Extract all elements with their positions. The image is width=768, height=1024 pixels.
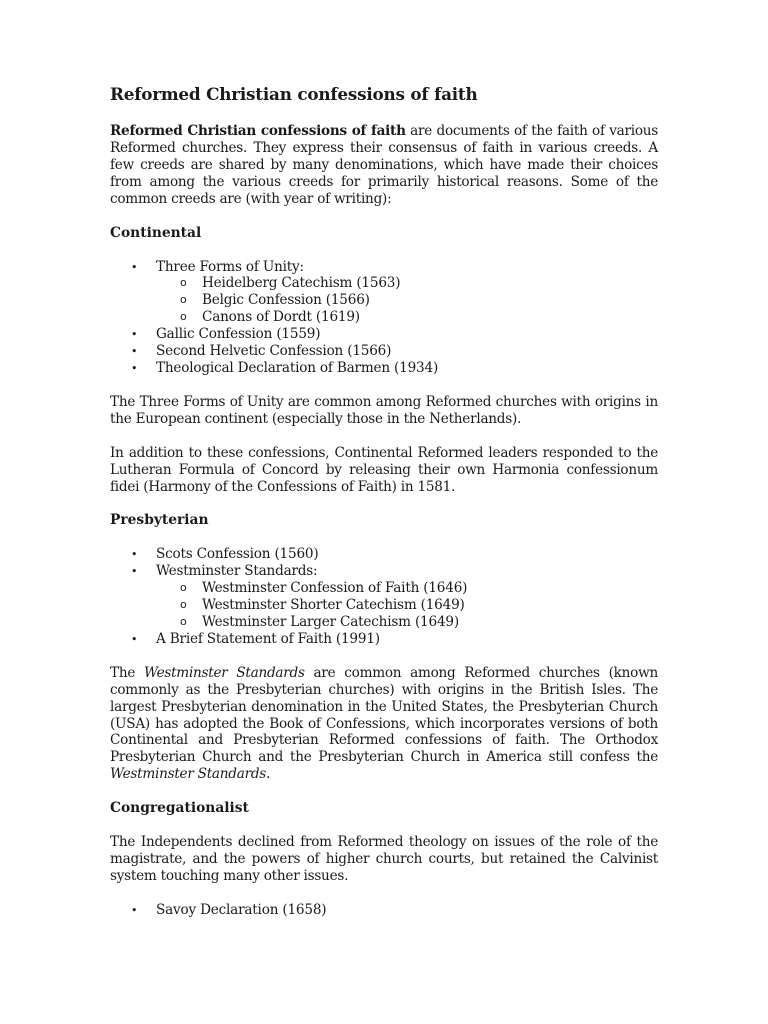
- list-item: [110, 631, 658, 648]
- list-item: [110, 343, 658, 360]
- list-item-label: Theological Declaration of Barmen (1934): [156, 359, 439, 376]
- bullet-icon: •: [131, 903, 138, 917]
- list-item: [110, 563, 658, 631]
- circle-bullet-icon: o: [180, 581, 187, 595]
- text-run: .: [266, 766, 271, 783]
- bullet-icon: •: [131, 328, 138, 342]
- bullet-icon: •: [131, 548, 138, 562]
- list-item-label: Second Helvetic Confession (1566): [156, 343, 392, 360]
- circle-bullet-icon: o: [180, 276, 187, 290]
- bullet-icon: •: [131, 361, 138, 375]
- congregationalist-paragraph: The Independents declined from Reformed theology on issues of the role of the magistrate, and the powers of higher church courts, but retained the Calvinist system touching many other issues.: [110, 834, 658, 884]
- sub-list-item-label: Westminster Shorter Catechism (1649): [202, 597, 465, 614]
- continental-list: [110, 259, 658, 377]
- list-item-label: Three Forms of Unity:: [156, 258, 304, 275]
- three-forms-sublist: [156, 275, 658, 326]
- sub-list-item: [156, 275, 658, 292]
- heading-continental: Continental: [110, 224, 202, 241]
- sub-list-item-label: Westminster Confession of Faith (1646): [202, 580, 468, 597]
- presbyterian-paragraph: [110, 665, 658, 783]
- text-run: The: [110, 664, 144, 681]
- sub-list-item: [156, 597, 658, 614]
- sub-list-item: [156, 292, 658, 309]
- list-item: [110, 259, 658, 327]
- italic-term: Westminster Standards: [143, 664, 305, 681]
- sub-list-item-label: Westminster Larger Catechism (1649): [202, 614, 459, 631]
- list-item: [110, 360, 658, 377]
- sub-list-item: [156, 614, 658, 631]
- list-item: [110, 546, 658, 563]
- sub-list-item-label: Canons of Dordt (1619): [202, 309, 360, 326]
- list-item-label: Westminster Standards:: [156, 563, 318, 580]
- continental-paragraph-2: In addition to these confessions, Continental Reformed leaders responded to the Lutheran Formula of Concord by releasing their own Harmonia confessionum fidei (Harmony of the Confessions of Faith) in 1581.: [110, 444, 658, 495]
- heading-presbyterian: Presbyterian: [110, 512, 209, 529]
- circle-bullet-icon: o: [180, 293, 187, 307]
- list-item-label: Savoy Declaration (1658): [156, 901, 327, 918]
- bullet-icon: •: [131, 345, 138, 359]
- intro-text: are documents of the faith of various Reformed churches. They express their consensus of faith in various creeds. A few creeds are shared by many denominations, which have made their choices from among the various creeds for primarily historical reasons. Some of the common creeds are (with year of writing):: [110, 123, 658, 207]
- sub-list-item-label: Belgic Confession (1566): [202, 292, 370, 309]
- list-item-label: A Brief Statement of Faith (1991): [156, 630, 380, 647]
- intro-paragraph: [110, 123, 658, 208]
- document-page: [110, 84, 658, 936]
- list-item-label: Gallic Confession (1559): [156, 326, 321, 343]
- bullet-icon: •: [131, 260, 138, 274]
- heading-congregationalist: Congregationalist: [110, 800, 249, 817]
- continental-paragraph-1: The Three Forms of Unity are common among Reformed churches with origins in the European continent (especially those in the Netherlands).: [110, 393, 658, 427]
- list-item: [110, 326, 658, 343]
- intro-bold-lead: Reformed Christian confessions of faith: [110, 123, 406, 139]
- sub-list-item: [156, 309, 658, 326]
- sub-list-item-label: Heidelberg Catechism (1563): [202, 275, 401, 292]
- text-run: are common among Reformed churches (known commonly as the Presbyterian churches) with origins in the British Isles. The largest Presbyterian denomination in the United States, the Presbyterian Church (USA) has adopted the Book of Confessions, which incorporates versions of both Continental and Presbyterian Reformed confessions of faith. The Orthodox Presbyterian Church and the Presbyterian Church in America still confess the: [110, 664, 658, 766]
- presbyterian-list: [110, 546, 658, 647]
- bullet-icon: •: [131, 565, 138, 579]
- congregationalist-list: [110, 902, 658, 919]
- list-item: [110, 902, 658, 919]
- italic-term: Westminster Standards: [110, 766, 267, 783]
- circle-bullet-icon: o: [180, 598, 187, 612]
- document-title: Reformed Christian confessions of faith: [110, 84, 478, 104]
- circle-bullet-icon: o: [180, 615, 187, 629]
- westminster-sublist: [156, 580, 658, 631]
- list-item-label: Scots Confession (1560): [156, 546, 319, 563]
- sub-list-item: [156, 580, 658, 597]
- bullet-icon: •: [131, 632, 138, 646]
- circle-bullet-icon: o: [180, 310, 187, 324]
